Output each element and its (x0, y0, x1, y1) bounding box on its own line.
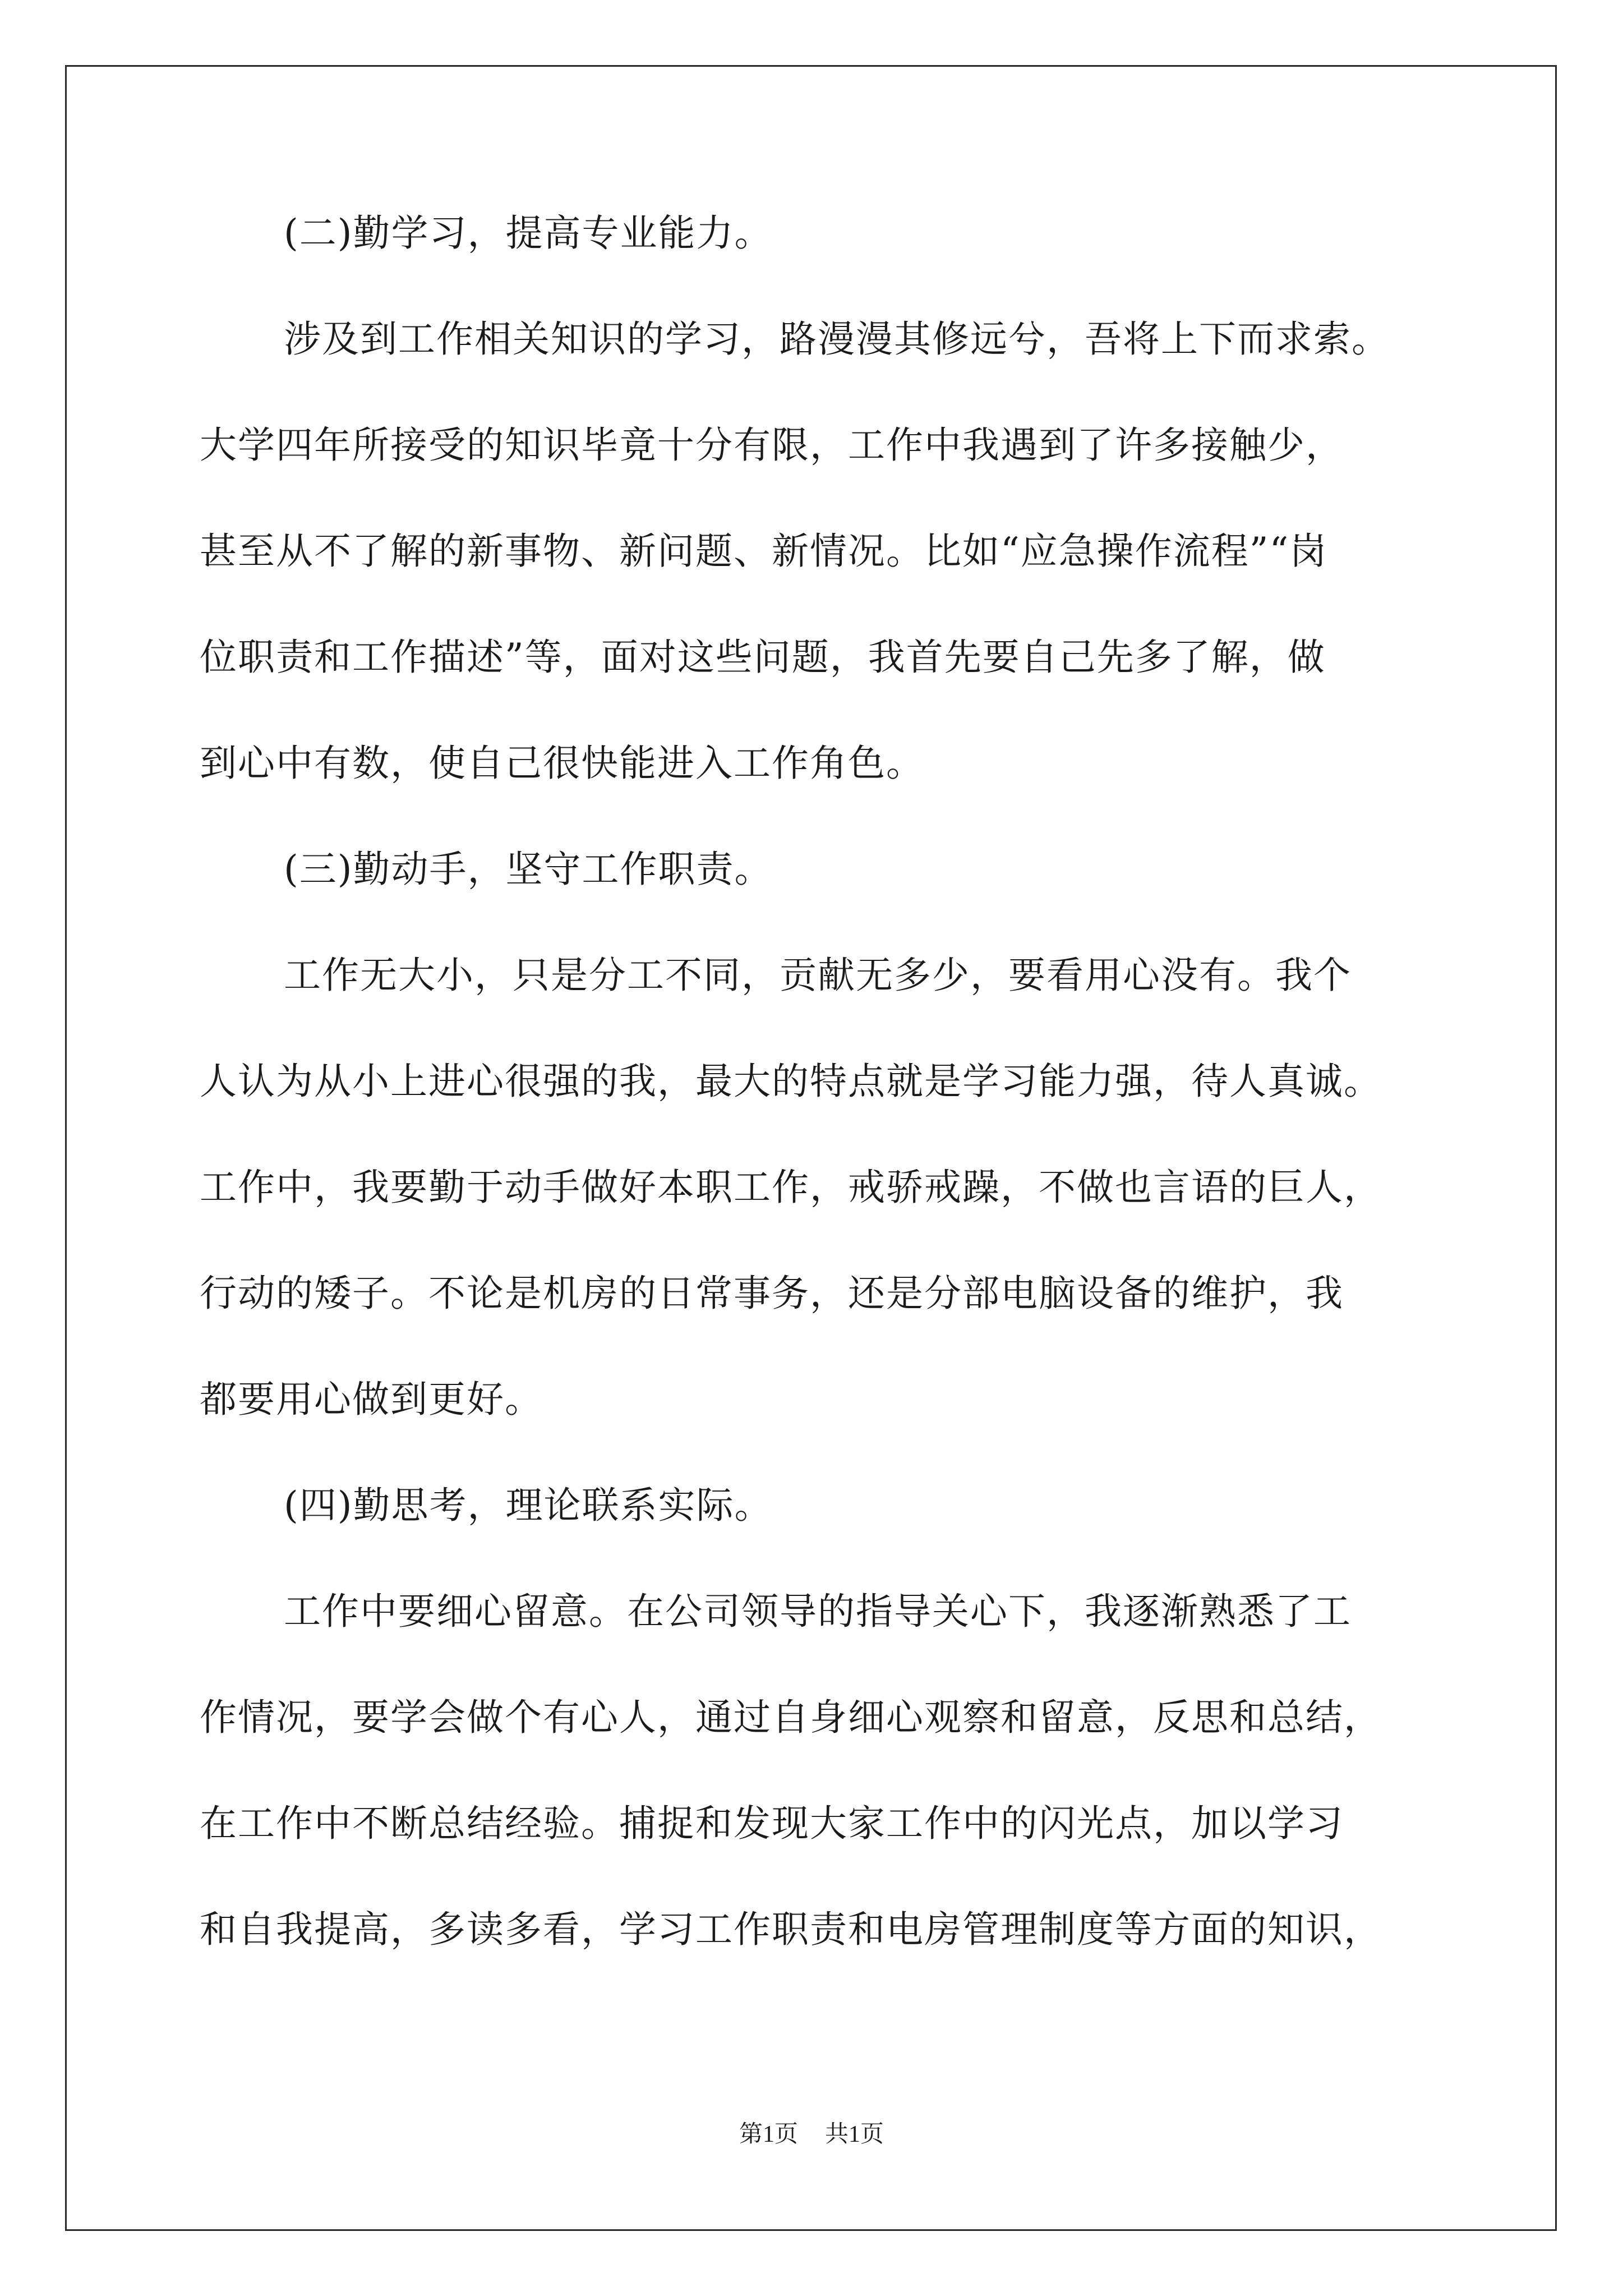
paragraph-line: 大学四年所接受的知识毕竟十分有限，工作中我遇到了许多接触少， (200, 424, 1344, 467)
page-total: 共1页 (825, 2122, 884, 2147)
paragraph-line: 工作中，我要勤于动手做好本职工作，戒骄戒躁，不做也言语的巨人， (200, 1166, 1382, 1209)
page-footer (0, 2120, 1623, 2148)
paragraph-line: 人认为从小上进心很强的我，最大的特点就是学习能力强，待人真诚。 (200, 1060, 1382, 1103)
paragraph-line: 行动的矮子。不论是机房的日常事务，还是分部电脑设备的维护，我 (200, 1272, 1344, 1315)
paragraph-line: 工作无大小，只是分工不同，贡献无多少，要看用心没有。我个 (284, 954, 1352, 997)
page-number: 第1页 (739, 2122, 798, 2147)
paragraph-line: 和自我提高，多读多看，学习工作职责和电房管理制度等方面的知识， (200, 1908, 1382, 1951)
page-border (65, 65, 1557, 2231)
heading-thinking: (四)勤思考，理论联系实际。 (284, 1484, 773, 1527)
paragraph-line: 涉及到工作相关知识的学习，路漫漫其修远兮，吾将上下而求索。 (284, 318, 1390, 361)
paragraph-line: 位职责和工作描述”等，面对这些问题，我首先要自己先多了解，做 (200, 636, 1326, 679)
paragraph-line: 在工作中不断总结经验。捕捉和发现大家工作中的闪光点，加以学习 (200, 1802, 1344, 1845)
paragraph-line: 工作中要细心留意。在公司领导的指导关心下，我逐渐熟悉了工 (284, 1590, 1352, 1633)
heading-hands-on: (三)勤动手，坚守工作职责。 (284, 848, 773, 891)
paragraph-line: 到心中有数，使自己很快能进入工作角色。 (200, 742, 924, 785)
paragraph-line: 作情况，要学会做个有心人，通过自身细心观察和留意，反思和总结， (200, 1696, 1382, 1739)
heading-study: (二)勤学习，提高专业能力。 (284, 211, 773, 255)
paragraph-line: 甚至从不了解的新事物、新问题、新情况。比如“应急操作流程”“岗 (200, 530, 1328, 573)
paragraph-line: 都要用心做到更好。 (200, 1378, 543, 1421)
